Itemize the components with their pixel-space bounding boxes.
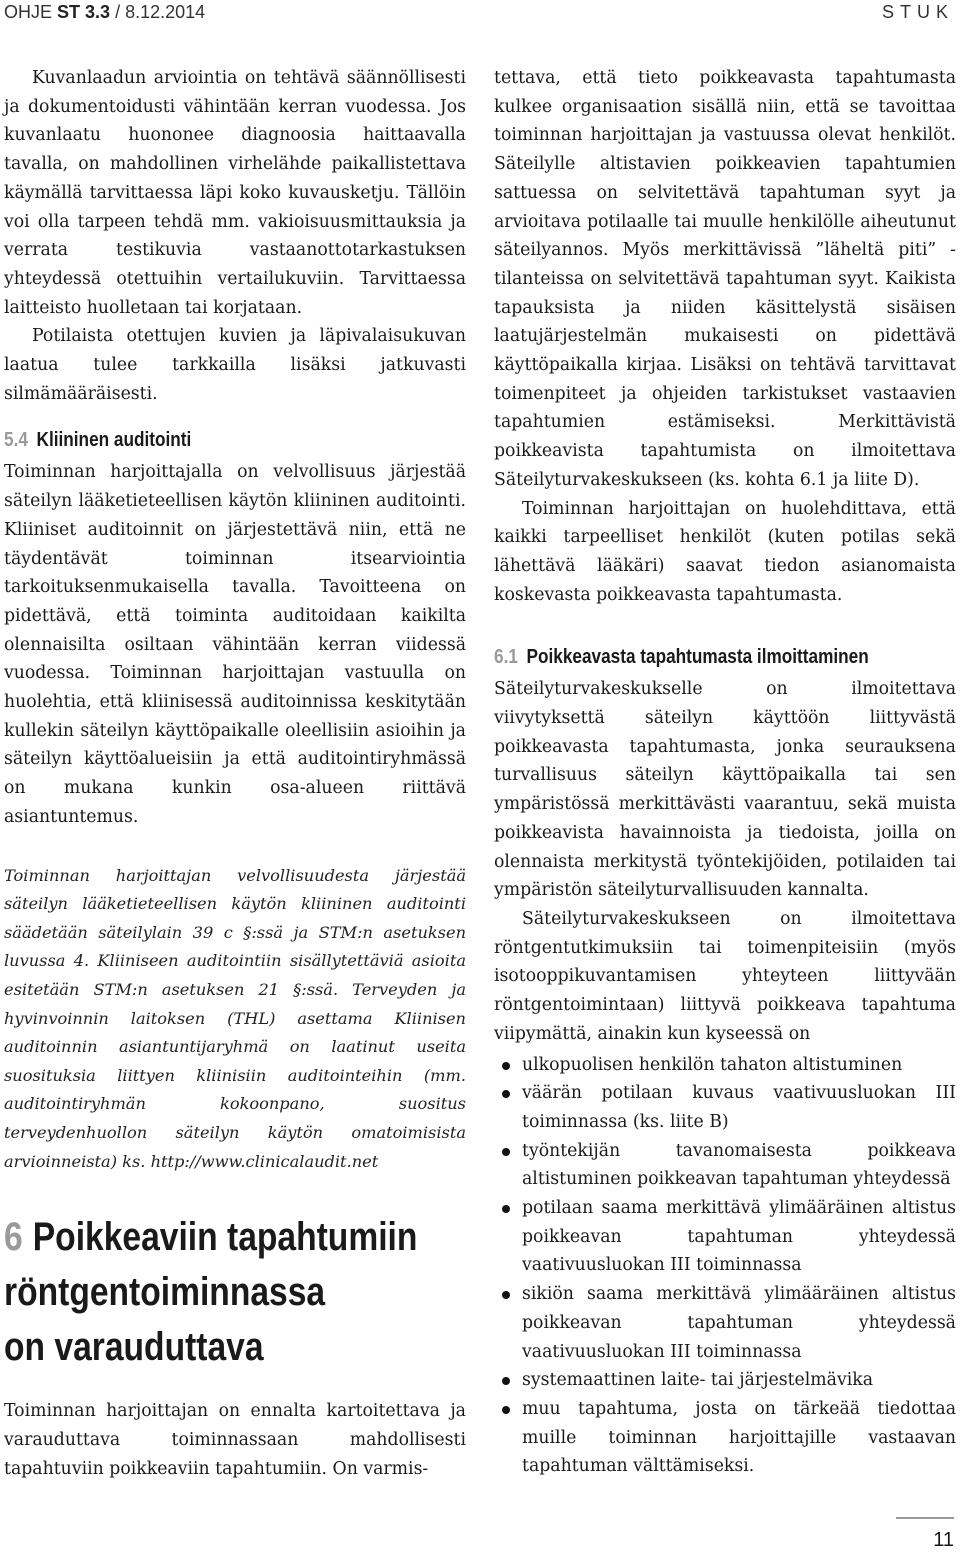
- section-title: Poikkeavasta tapahtumasta ilmoittaminen: [526, 646, 869, 669]
- paragraph: tettava, että tieto poikkeavasta tapahtumasta kulkee organisaation sisällä niin, että se tavoittaa toiminnan harjoittajan ja vastuussa olevat henkilöt. Säteilylle altistavien poikkeavien tapahtumien sattuessa on selvitettävä tapahtuman syyt ja arvioitava potilaalle tai muulle henkilölle aiheutunut säteilyannos. Myös merkittävissä ”läheltä piti” -tilanteissa on selvitettävä tapahtuman syyt. Kaikista tapauksista ja niiden käsittelystä sisäisen laatujärjestelmän mukaisesti on pidettävä käyttöpaikalla kirjaa. Lisäksi on tehtävä tarvittavat toimenpiteet ja ohjeiden tarkistukset vastaavien tapahtumien estämiseksi. Merkittävistä poikkeavista tapahtumista on ilmoitettava Säteilyturvakeskukseen (ks. kohta 6.1 ja liite D).: [494, 68, 956, 490]
- page-header: [0, 0, 960, 28]
- page-number-rule: [896, 1517, 954, 1519]
- paragraph: Toiminnan harjoittajan on ennalta kartoitettava ja varauduttava toiminnassaan mahdollisesti tapahtuviin poikkeaviin tapahtumiin. On varmis-: [4, 1401, 466, 1479]
- page-number: 11: [933, 1529, 954, 1551]
- section-title: Kliininen auditointi: [36, 429, 192, 452]
- chapter-title-line: röntgentoiminnassa: [4, 1270, 326, 1315]
- paragraph: Säteilyturvakeskukselle on ilmoitettava viivytyksettä säteilyn käyttöön liittyvästä poikkeavasta tapahtumasta, jonka seurauksena turvallisuus säteilyn käyttöpaikalla tai sen ympäristössä merkittävästi vaarantuu, sekä muista poikkeavista havainnoista ja tiedoista, joilla on olennaista merkitystä työntekijöiden, potilaiden tai ympäristön säteilyturvallisuuden kannalta.: [494, 679, 956, 901]
- doc-date: 8.12.2014: [125, 2, 206, 22]
- section-heading-6-1: [494, 643, 891, 671]
- right-column: [494, 64, 956, 1481]
- list-item: sikiön saama merkittävä ylimääräinen altistus poikkeavan tapahtuman yhteydessä vaativuusluokan III toiminnassa: [494, 1280, 956, 1366]
- org-name: STUK: [881, 2, 954, 22]
- paragraph: Toiminnan harjoittajan on huolehdittava, että kaikki tarpeelliset henkilöt (kuten potilas sekä lähettävä lääkäri) saavat tiedon asianomaista koskevasta poikkeavasta tapahtumasta.: [494, 498, 956, 605]
- list-item: muu tapahtuma, josta on tärkeää tiedottaa muille toiminnan harjoittajille vastaavan tapahtuman välttämiseksi.: [494, 1395, 956, 1481]
- paragraph: Potilaista otettujen kuvien ja läpivalaisukuvan laatua tulee tarkkailla lisäksi jatkuvasti silmämääräisesti.: [4, 326, 466, 404]
- page-number-block: [894, 1517, 954, 1552]
- legal-note: Toiminnan harjoittajan velvollisuudesta järjestää säteilyn lääketieteellisen käytön kliininen auditointi säädetään säteilylain 39 c §:ssä ja STM:n asetuksen luvussa 4. Kliiniseen auditointiin sisällytettäviä asioita esitetään STM:n asetuksen 21 §:ssä. Terveyden ja hyvinvoinnin laitoksen (THL) asettama Kliinisen auditoinnin asiantuntijaryhmä on laatinut useita suosituksia liittyen kliinisiin auditointeihin (mm. auditointiryhmän kokoonpano, suositus terveydenhuollon säteilyn käytön omatoimisista arvioinneista) ks. http://www.clinicalaudit.net: [4, 865, 466, 1171]
- bullet-list: [494, 1051, 956, 1482]
- doc-code: ST 3.3: [57, 2, 111, 22]
- chapter-heading-6: [4, 1210, 418, 1375]
- paragraph: Säteilyturvakeskukseen on ilmoitettava röntgentutkimuksiin tai toimenpiteisiin (myös isotooppikuvantamisen yhteyteen liittyvään röntgentoimintaan) liittyvä poikkeava tapahtuma viipymättä, ainakin kun kyseessä on: [494, 908, 956, 1044]
- doc-reference: [4, 2, 205, 23]
- doc-id: OHJE: [4, 2, 53, 22]
- chapter-title-line: Poikkeaviin tapahtumiin: [32, 1215, 418, 1260]
- paragraph: Toiminnan harjoittajalla on velvollisuus järjestää säteilyn lääketieteellisen käytön kliininen auditointi. Kliiniset auditoinnit on järjestettävä niin, että ne täydentävät toiminnan itsearviointia tarkoituksenmukaisella tavalla. Tavoitteena on pidettävä, että toiminta auditoidaan kaikilta olennaisilta osiltaan vähintään kerran viidessä vuodessa. Toiminnan harjoittajan vastuulla on huolehtia, että kliinisessä auditoinnissa keskitytään kullekin säteilyn käyttöpaikalle oleellisiin asioihin ja säteilyn käyttöalueisiin ja että auditointiryhmässä on mukana kunkin osa-alueen riittävä asiantuntemus.: [4, 462, 466, 827]
- list-item: systemaattinen laite- tai järjestelmävika: [494, 1366, 956, 1395]
- section-heading-5-4: [4, 426, 401, 454]
- left-column: [4, 64, 466, 1483]
- section-number: 5.4: [4, 429, 28, 452]
- doc-separator: /: [110, 2, 126, 22]
- paragraph: Kuvanlaadun arviointia on tehtävä säännöllisesti ja dokumentoidusti vähintään kerran vuodessa. Jos kuvanlaatu huononee diagnoosia haittaavalla tavalla, on mahdollinen virhelähde paikallistettava käymällä tarvittaessa läpi koko kuvausketju. Tällöin voi olla tarpeen tehdä mm. vakioisuusmittauksia ja verrata testikuvia vastaanottotarkastuksen yhteydessä otettuihin vertailukuviin. Tarvittaessa laitteisto huolletaan tai korjataan.: [4, 68, 466, 318]
- list-item: potilaan saama merkittävä ylimääräinen altistus poikkeavan tapahtuman yhteydessä vaativuusluokan III toiminnassa: [494, 1194, 956, 1280]
- chapter-number: 6: [4, 1215, 23, 1260]
- list-item: väärän potilaan kuvaus vaativuusluokan III toiminnassa (ks. liite B): [494, 1079, 956, 1136]
- list-item: työntekijän tavanomaisesta poikkeava altistuminen poikkeavan tapahtuman yhteydessä: [494, 1137, 956, 1194]
- section-number: 6.1: [494, 646, 518, 669]
- list-item: ulkopuolisen henkilön tahaton altistuminen: [494, 1051, 956, 1080]
- chapter-title-line: on varauduttava: [4, 1325, 264, 1370]
